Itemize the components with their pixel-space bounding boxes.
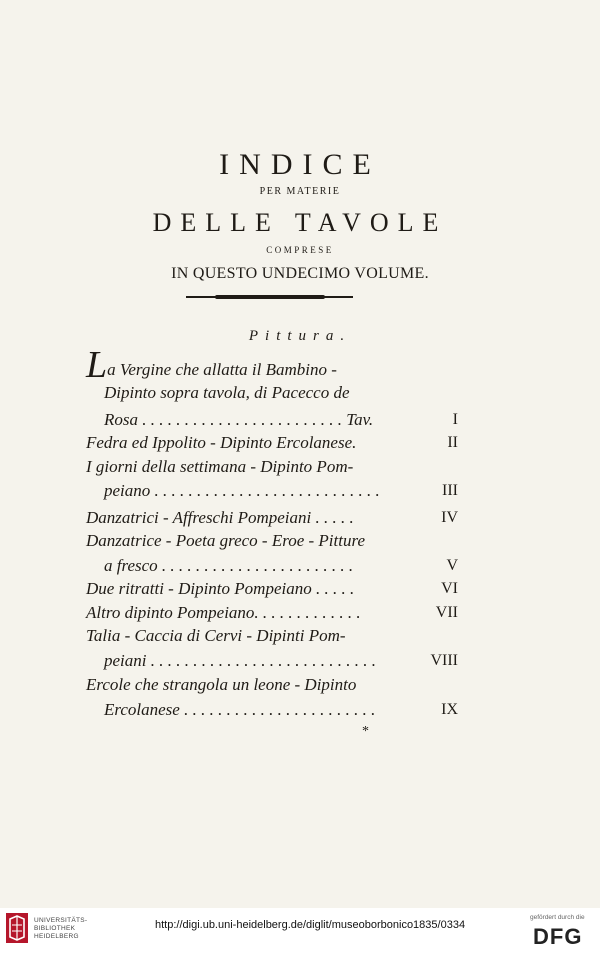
library-line: UNIVERSITÄTS- bbox=[34, 917, 88, 924]
page-url-link[interactable]: http://digi.ub.uni-heidelberg.de/diglit/museoborbonico1835/0334 bbox=[155, 919, 466, 931]
entry-line: Altro dipinto Pompeiano. . . . . . . . . . . . . bbox=[86, 603, 361, 622]
signature-mark: * bbox=[362, 724, 369, 739]
library-line: BIBLIOTHEK bbox=[34, 925, 76, 932]
plate-number: IX bbox=[441, 701, 458, 718]
index-subtitle-comprese: COMPRESE bbox=[266, 245, 334, 255]
drop-cap: L bbox=[86, 344, 108, 386]
library-line: HEIDELBERG bbox=[34, 933, 79, 940]
plate-number: V bbox=[446, 557, 458, 574]
index-title-delle-tavole: DELLE TAVOLE bbox=[152, 208, 448, 237]
plate-number: VII bbox=[435, 604, 458, 621]
entry-line: peiano . . . . . . . . . . . . . . . . . . . . . . . . . . . bbox=[104, 481, 380, 500]
dfg-logo[interactable]: DFG bbox=[533, 924, 583, 949]
footer-bar bbox=[0, 908, 600, 954]
index-subtitle-per-materie: PER MATERIE bbox=[259, 186, 341, 197]
entry-line: I giorni della settimana - Dipinto Pom- bbox=[86, 457, 354, 476]
entry-line: Due ritratti - Dipinto Pompeiano . . . . . bbox=[86, 579, 355, 598]
funder-note: gefördert durch die bbox=[530, 914, 585, 921]
university-library-name[interactable] bbox=[34, 917, 87, 941]
entry-line: Dipinto sopra tavola, di Pacecco de bbox=[104, 383, 350, 402]
plate-number: VIII bbox=[430, 652, 458, 669]
entry-line: Ercolanese . . . . . . . . . . . . . . . . . . . . . . . bbox=[104, 700, 376, 719]
index-title-volume: IN QUESTO UNDECIMO VOLUME. bbox=[171, 265, 429, 282]
entry-line bbox=[86, 344, 337, 386]
plate-number: IV bbox=[441, 509, 458, 526]
entry-line: Rosa . . . . . . . . . . . . . . . . . . . . . . . . Tav. bbox=[104, 410, 374, 429]
entry-line: peiani . . . . . . . . . . . . . . . . . . . . . . . . . . . bbox=[104, 651, 376, 670]
index-title: INDICE bbox=[219, 148, 381, 181]
university-library-logo-icon[interactable] bbox=[6, 913, 28, 943]
entry-line: Danzatrici - Affreschi Pompeiani . . . . . bbox=[86, 508, 354, 527]
section-heading-pittura: Pittura. bbox=[248, 328, 352, 344]
plate-number: III bbox=[442, 482, 458, 499]
entry-line: Talia - Caccia di Cervi - Dipinti Pom- bbox=[86, 626, 346, 645]
entry-line: a fresco . . . . . . . . . . . . . . . . . . . . . . . bbox=[104, 556, 354, 575]
plate-number: VI bbox=[441, 580, 458, 597]
entry-line-text: a Vergine che allatta il Bambino - bbox=[107, 360, 337, 379]
entry-line: Ercole che strangola un leone - Dipinto bbox=[86, 675, 357, 694]
entry-line: Fedra ed Ippolito - Dipinto Ercolanese. bbox=[86, 433, 357, 452]
plate-number: II bbox=[447, 434, 458, 451]
title-divider-thick bbox=[215, 295, 325, 299]
entry-line: Danzatrice - Poeta greco - Eroe - Pitture bbox=[86, 531, 366, 550]
plate-number: I bbox=[452, 411, 458, 428]
